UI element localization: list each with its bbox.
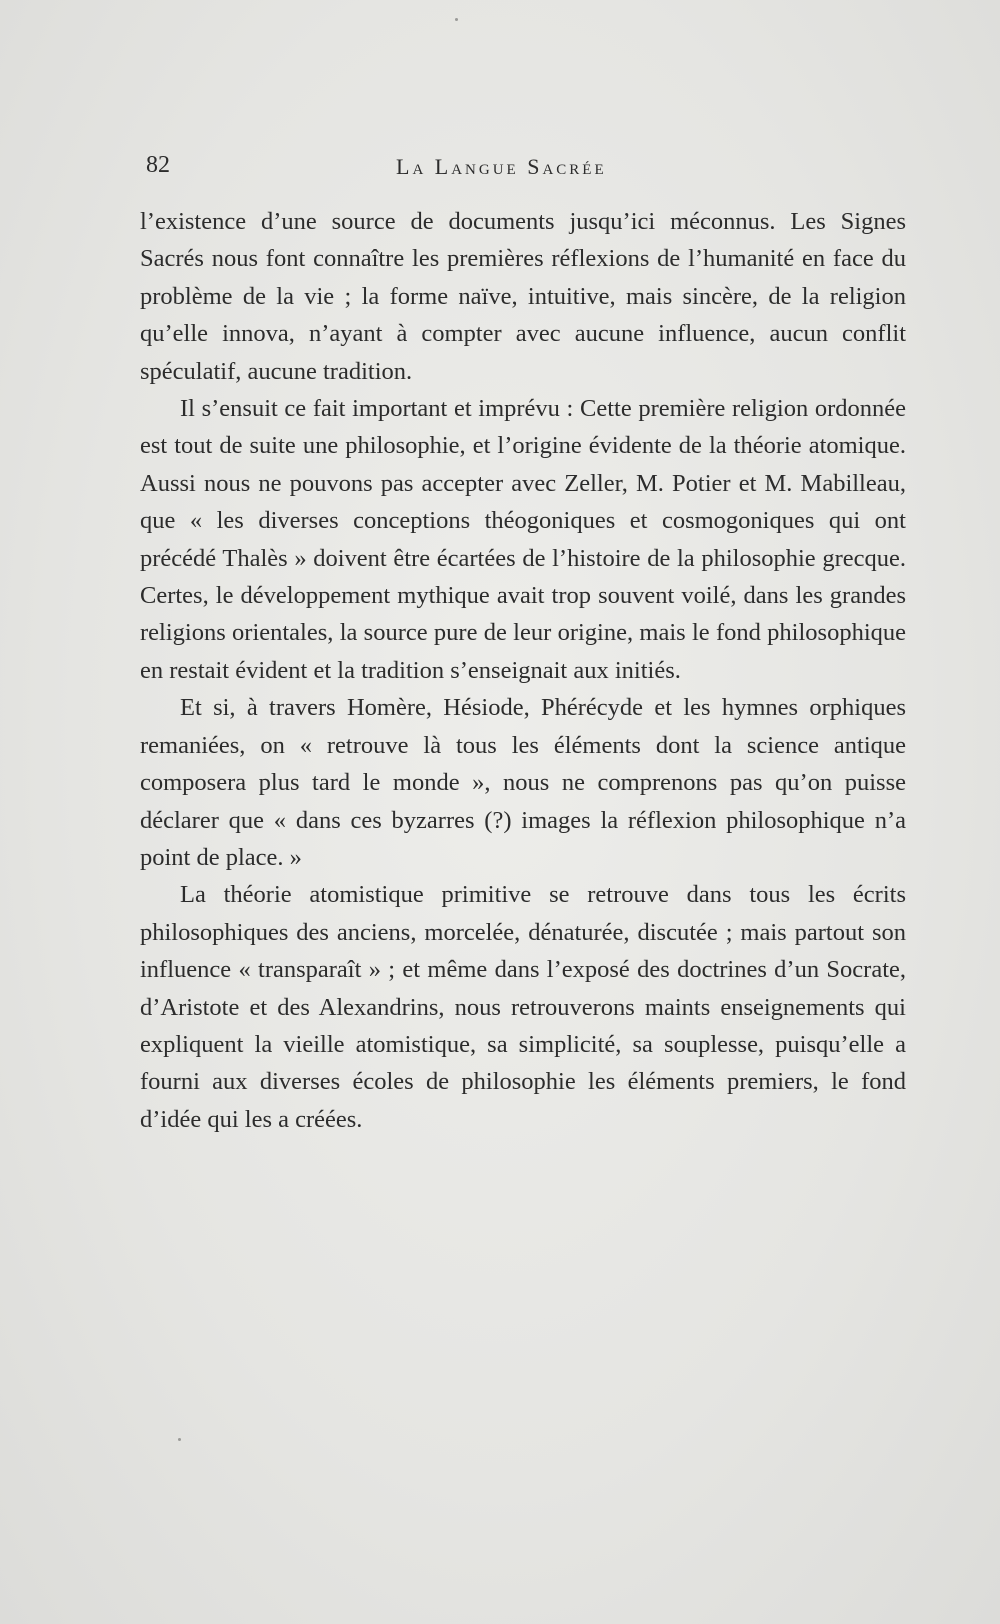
paragraph: La théorie atomistique primitive se retrouve dans tous les écrits philosophiques des anciens, morcelée, dénaturée, discutée ; mais partout son influence « transparaît » ; et même dans l’exposé des doctrines d’un Socrate, d’Aristote et des Alexandrins, nous retrouverons maints enseignements qui expliquent la vieille atomistique, sa simplicité, sa souplesse, puisqu’elle a fourni aux diverses écoles de philosophie les éléments premiers, le fond d’idée qui les a créées. [140,881,906,1133]
running-title: La Langue Sacrée [396,154,607,179]
body-text [140,203,906,1138]
paragraph: Et si, à travers Homère, Hésiode, Phérécyde et les hymnes orphiques remaniées, on « retrouve là tous les éléments dont la science antique composera plus tard le monde », nous ne comprenons pas qu’on puisse déclarer que « dans ces byzarres (?) images la réflexion philosophique n’a point de place. » [140,694,906,871]
paragraph: l’existence d’une source de documents jusqu’ici méconnus. Les Signes Sacrés nous font connaître les premières réflexions de l’humanité en face du problème de la vie ; la forme naïve, intuitive, mais sincère, de la religion qu’elle innova, n’ayant à compter avec aucune influence, aucun conflit spéculatif, aucune tradition. [140,208,906,385]
page-header [146,152,890,192]
paragraph: Il s’ensuit ce fait important et imprévu : Cette première religion ordonnée est tout de suite une philosophie, et l’origine évidente de la théorie atomique. Aussi nous ne pouvons pas accepter avec Zeller, M. Potier et M. Mabilleau, que « les diverses conceptions théogoniques et cosmogoniques qui ont précédé Thalès » doivent être écartées de l’histoire de la philosophie grecque. Certes, le développement mythique avait trop souvent voilé, dans les grandes religions orientales, la source pure de leur origine, mais le fond philosophique en restait évident et la tradition s’enseignait aux initiés. [140,395,906,684]
paper-speck [178,1438,181,1441]
page-number: 82 [146,152,170,178]
paper-speck [455,18,458,21]
